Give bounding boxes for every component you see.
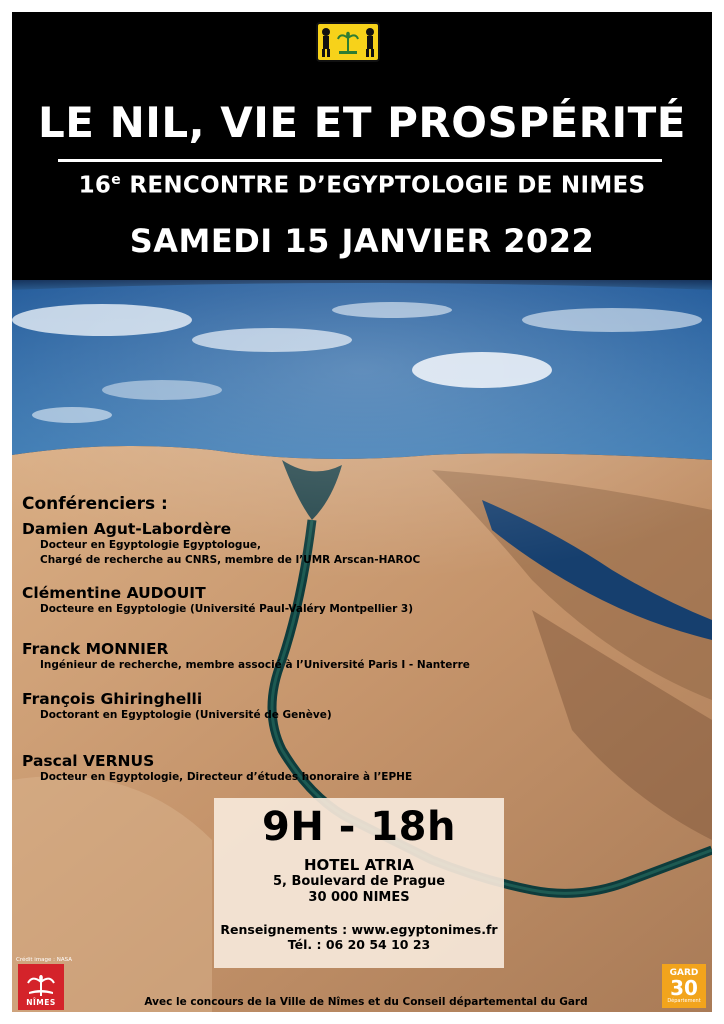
speaker-name: Pascal VERNUS xyxy=(22,752,155,770)
speaker-item xyxy=(22,520,420,568)
venue-address-line2: 30 000 NIMES xyxy=(308,890,410,905)
edition-number: 16 xyxy=(78,172,112,199)
speaker-item xyxy=(22,752,412,785)
speaker-role: Docteure en Egyptologie (Université Paul-Valéry Montpellier 3) xyxy=(40,603,414,615)
gard-logo-name: GARD xyxy=(669,968,699,978)
poster-title: LE NIL, VIE ET PROSPÉRITÉ xyxy=(38,98,686,147)
title-divider xyxy=(58,159,662,162)
info-website: Renseignements : www.egyptonimes.fr xyxy=(220,922,498,937)
nimes-city-logo xyxy=(18,964,64,1010)
info-phone: Tél. : 06 20 54 10 23 xyxy=(287,937,431,952)
event-subtitle xyxy=(12,172,712,199)
speaker-name: Damien Agut-Labordère xyxy=(22,520,232,538)
event-name: RENCONTRE D’EGYPTOLOGIE DE NIMES xyxy=(121,172,646,199)
event-date: SAMEDI 15 JANVIER 2022 xyxy=(129,222,595,260)
speaker-item xyxy=(22,690,332,723)
egyptian-figure-left-icon xyxy=(319,27,333,57)
speaker-role: Docteur en Egyptologie, Directeur d’études honoraire à l’EPHE xyxy=(40,771,413,783)
venue-name: HOTEL ATRIA xyxy=(304,856,414,874)
speaker-item xyxy=(22,640,470,673)
speaker-name: François Ghiringhelli xyxy=(22,690,203,708)
speaker-role: Ingénieur de recherche, membre associé à l’Université Paris I - Nanterre xyxy=(40,659,470,671)
nimes-logo-text: NÎMES xyxy=(26,998,56,1007)
image-credit: Crédit image : NASA xyxy=(16,957,73,963)
sponsors-footer: Avec le concours de la Ville de Nîmes et du Conseil départemental du Gard xyxy=(144,996,588,1008)
event-time: 9H - 18h xyxy=(262,804,456,850)
gard-department-logo xyxy=(662,964,706,1008)
speaker-item xyxy=(22,584,413,617)
palm-tree-icon xyxy=(337,30,359,54)
egyptian-figure-right-icon xyxy=(363,27,377,57)
speaker-name: Clémentine AUDOUIT xyxy=(22,584,206,602)
speaker-role: Doctorant en Egyptologie (Université de Genève) xyxy=(40,709,332,721)
crocodile-palm-icon xyxy=(26,974,56,998)
gard-logo-sub: Département xyxy=(667,998,701,1004)
speaker-name: Franck MONNIER xyxy=(22,640,169,658)
poster-header xyxy=(12,12,712,282)
event-info-box xyxy=(214,798,504,968)
association-logo xyxy=(316,22,380,62)
speaker-role: Docteur en Egyptologie Egyptologue, xyxy=(40,539,262,551)
speaker-role: Chargé de recherche au CNRS, membre de l’UMR Arscan-HAROC xyxy=(40,554,421,566)
edition-suffix: e xyxy=(111,172,122,188)
poster xyxy=(12,12,712,1012)
gard-logo-number: 30 xyxy=(670,976,698,1000)
venue-address-line1: 5, Boulevard de Prague xyxy=(272,874,446,889)
speakers-heading: Conférenciers : xyxy=(22,494,168,514)
